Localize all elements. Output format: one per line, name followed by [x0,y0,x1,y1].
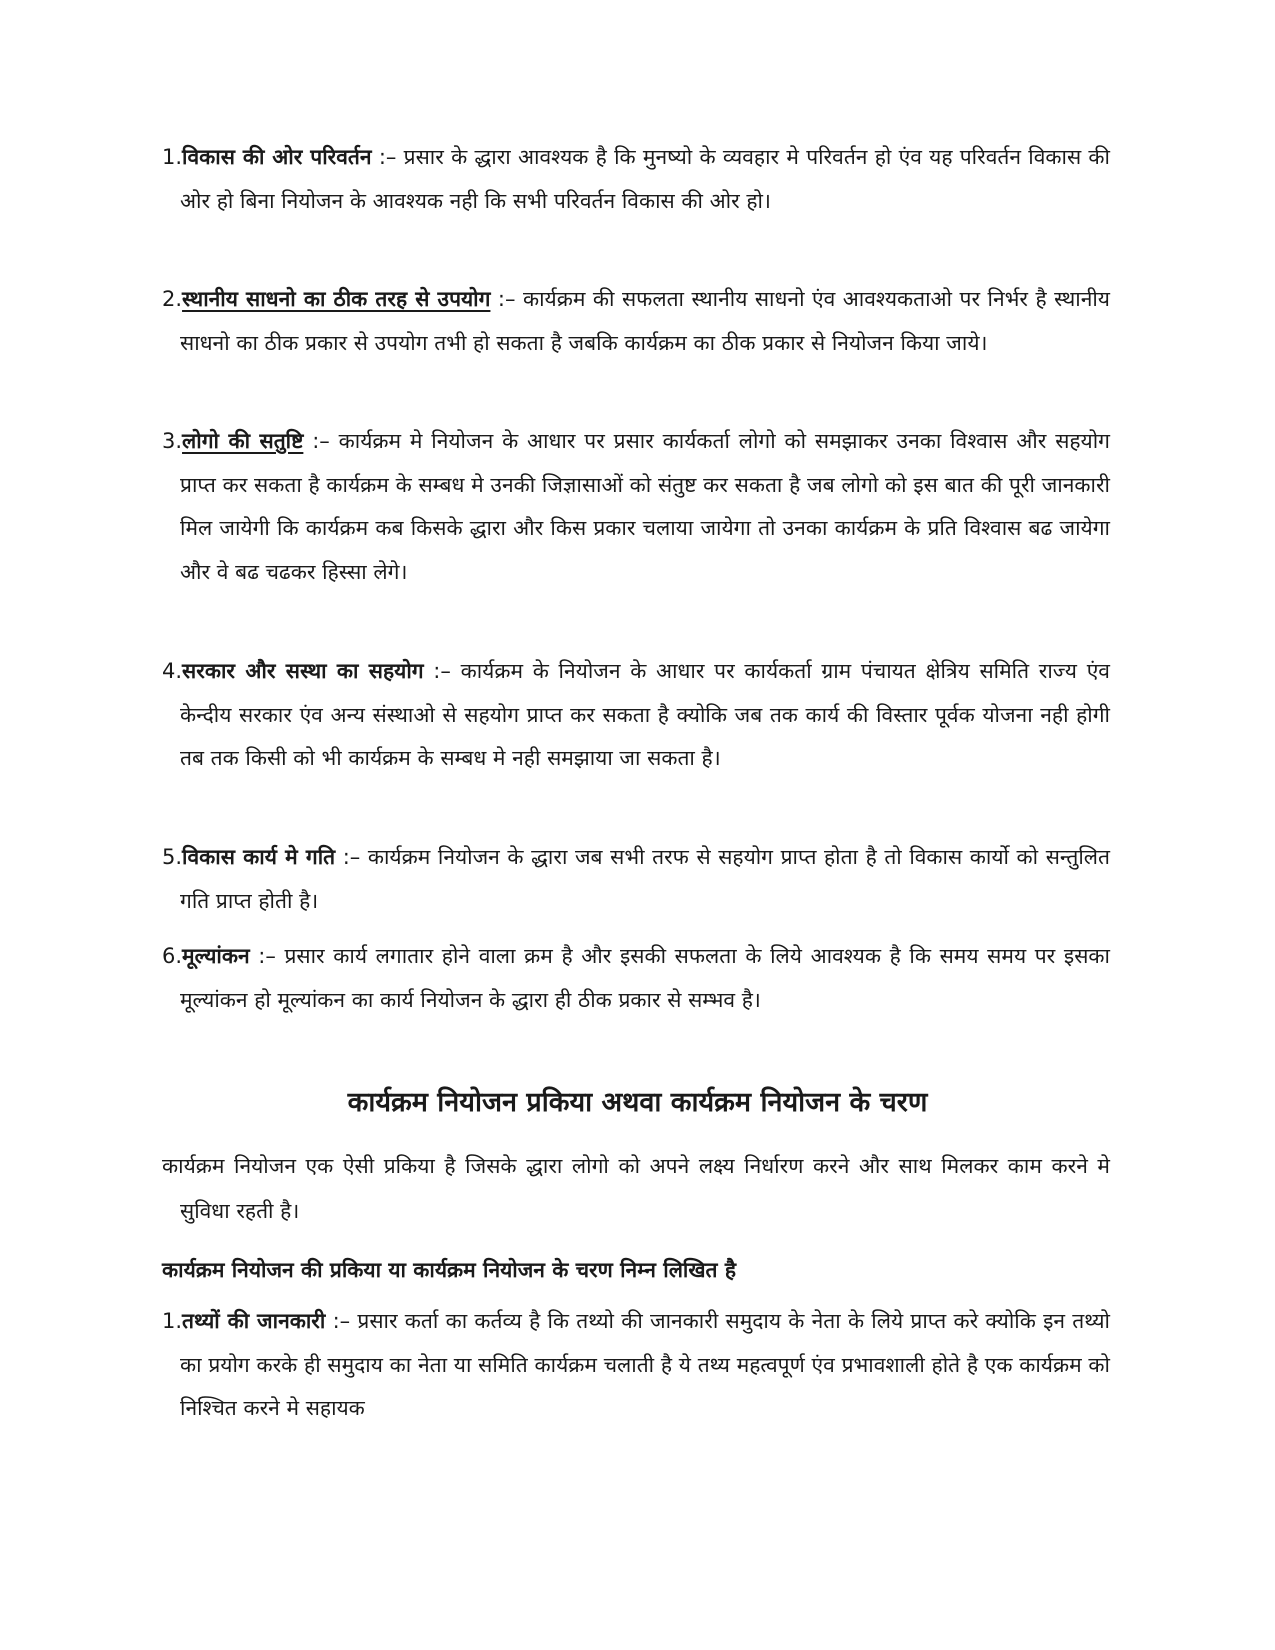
list-number: 4. [162,659,183,683]
list-number: 1. [162,1309,183,1333]
item-heading: विकास कार्य मे गति [182,845,336,869]
subheading: कार्यक्रम नियोजन की प्रकिया या कार्यक्रम नियोजन के चरण निम्न लिखित है [162,1258,736,1282]
intro-paragraph: कार्यक्रम नियोजन एक ऐसी प्रकिया है जिसके द्धारा लोगो को अपने लक्ष्य निर्धारण करने और साथ मिलकर काम करने मे सुविधा रहती है। [162,1154,1110,1223]
list-number: 2. [162,287,183,311]
list-number: 5. [162,845,183,869]
item-heading: तथ्यों की जानकारी [182,1309,326,1333]
item-text: :– कार्यक्रम की सफलता स्थानीय साधनो एंव आवश्यकताओ पर निर्भर है स्थानीय साधनो का ठीक प्रकार से उपयोग तभी हो सकता है जबकि कार्यक्रम का ठीक प्रकार से नियोजन किया जाये। [180,287,1110,355]
item-text: :– प्रसार कर्ता का कर्तव्य है कि तथ्यो की जानकारी समुदाय के नेता के लिये प्राप्त करे क्योकि इन तथ्यो का प्रयोग करके ही समुदाय का नेता या समिति कार्यक्रम चलाती है ये तथ्य महत्वपूर्ण एंव प्रभावशाली होते है एक कार्यक्रम को निश्चित करने मे सहायक [180,1309,1110,1420]
item-text: :– प्रसार कार्य लगातार होने वाला क्रम है और इसकी सफलता के लिये आवश्यक है कि समय समय पर इसका मूल्यांकन हो मूल्यांकन का कार्य नियोजन के द्धारा ही ठीक प्रकार से सम्भव है। [180,944,1110,1012]
item-heading: मूल्यांकन [182,944,250,968]
section-title: कार्यक्रम नियोजन प्रकिया अथवा कार्यक्रम नियोजन के चरण [347,1087,928,1118]
list-item-4 [162,650,1110,781]
list-item-6 [162,935,1110,1022]
list-item-3 [162,420,1110,594]
item-text: :– कार्यक्रम मे नियोजन के आधार पर प्रसार कार्यकर्ता लोगो को समझाकर उनका विश्वास और सहयोग प्राप्त कर सकता है कार्यक्रम के सम्बध मे उनकी जिज्ञासाओं को संतुष्ट कर सकता है जब लोगो को इस बात की पूरी जानकारी मिल जायेगी कि कार्यक्रम कब किसके द्धारा और किस प्रकार चलाया जायेगा तो उनका कार्यक्रम के प्रति विश्वास बढ जायेगा और वे बढ चढकर हिस्सा लेगे। [180,429,1111,584]
item-heading: लोगो की सतुष्टि [182,429,304,453]
step-item-1 [162,1300,1110,1431]
item-heading: विकास की ओर परिवर्तन [182,145,372,169]
list-number: 6. [162,944,183,968]
item-text: :– कार्यक्रम नियोजन के द्धारा जब सभी तरफ से सहयोग प्राप्त होता है तो विकास कार्यो को सन्तुलित गति प्राप्त होती है। [180,845,1110,913]
list-number: 3. [162,429,183,453]
list-item-2 [162,278,1110,365]
list-item-5 [162,836,1110,923]
item-text: :– प्रसार के द्धारा आवश्यक है कि मुनष्यो के व्यवहार मे परिवर्तन हो एंव यह परिवर्तन विकास की ओर हो बिना नियोजन के आवश्यक नही कि सभी परिवर्तन विकास की ओर हो। [180,145,1110,213]
item-heading: सरकार और सस्था का सहयोग [182,659,424,683]
item-heading: स्थानीय साधनो का ठीक तरह से उपयोग [182,287,491,311]
list-number: 1. [162,145,183,169]
list-item-1 [162,136,1110,223]
item-text: :– कार्यक्रम के नियोजन के आधार पर कार्यकर्ता ग्राम पंचायत क्षेत्रिय समिति राज्य एंव केन्दीय सरकार एंव अन्य संस्थाओ से सहयोग प्राप्त कर सकता है क्योकि जब तक कार्य की विस्तार पूर्वक योजना नही होगी तब तक किसी को भी कार्यक्रम के सम्बध मे नही समझाया जा सकता है। [180,659,1110,770]
